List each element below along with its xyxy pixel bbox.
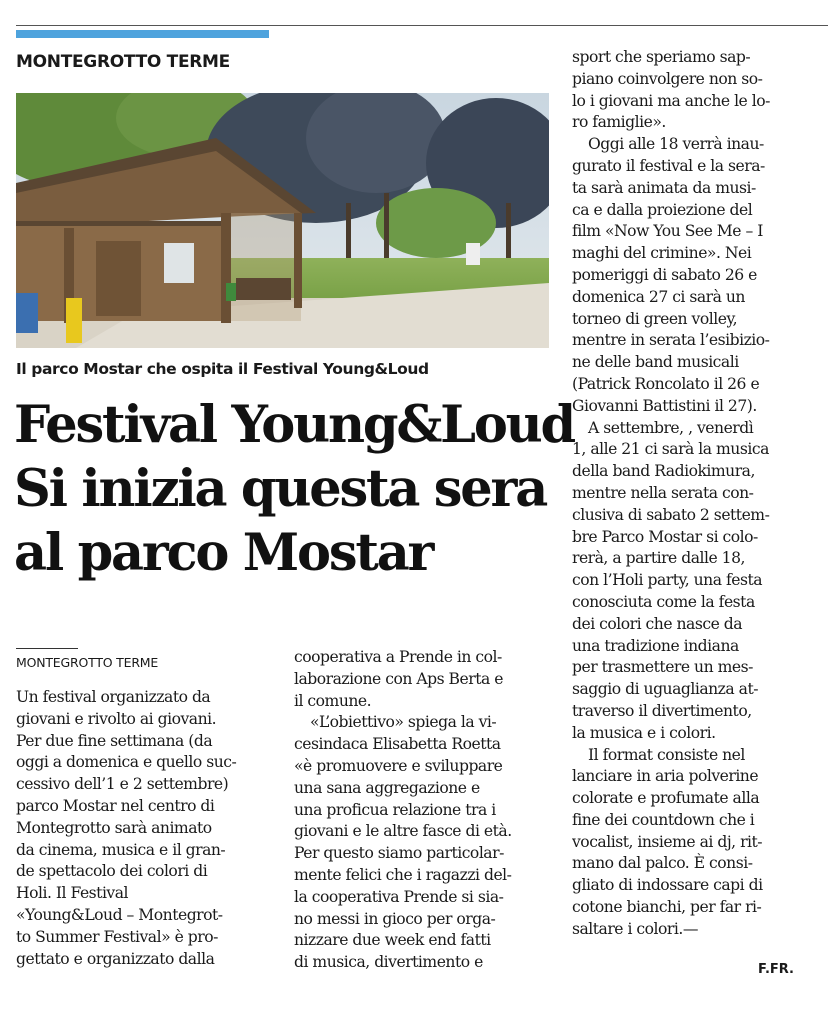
text-line: de spettacolo dei colori di (16, 862, 208, 881)
headline-line: al parco Mostar (14, 523, 433, 583)
section-accent-bar (16, 30, 269, 38)
text-line: pomeriggi di sabato 26 e (572, 265, 757, 284)
text-line: saltare i colori.— (572, 919, 698, 938)
text-line: cotone bianchi, per far ri- (572, 898, 762, 917)
text-line: oggi a domenica e quello suc- (16, 753, 237, 772)
text-line: «L’obiettivo» spiega la vi- (310, 713, 497, 732)
text-line: ne delle band musicali (572, 353, 739, 372)
dateline-rule (16, 648, 78, 649)
text-line: piano coinvolgere non so- (572, 69, 763, 88)
text-line: gurato il festival e la sera- (572, 156, 765, 175)
text-line: nizzare due week end fatti (294, 931, 491, 950)
text-line: il comune. (294, 691, 372, 710)
text-line: torneo di green volley, (572, 309, 738, 328)
dateline: MONTEGROTTO TERME (16, 655, 159, 670)
text-line: 1, alle 21 ci sarà la musica (572, 440, 769, 459)
text-line: (Patrick Roncolato il 26 e (572, 374, 760, 393)
text-line: «è promuovere e sviluppare (294, 756, 503, 775)
text-line: fine dei countdown che i (572, 810, 755, 829)
text-line: una tradizione indiana (572, 636, 739, 655)
text-line: Un festival organizzato da (16, 688, 211, 706)
text-line: Per due fine settimana (da (16, 731, 213, 750)
text-line: «Young&Loud – Montegrot- (16, 905, 223, 924)
text-line: di musica, divertimento e (294, 953, 483, 972)
text-line: ta sarà animata da musi- (572, 178, 756, 197)
text-line: mente felici che i ragazzi del- (294, 865, 512, 884)
text-line: ro famiglie». (572, 113, 666, 132)
top-rule (16, 25, 828, 26)
article-photo (16, 93, 549, 348)
text-line: Oggi alle 18 verrà inau- (588, 135, 764, 154)
text-line: maghi del crimine». Nei (572, 244, 752, 263)
text-line: domenica 27 ci sarà un (572, 287, 745, 306)
text-line: Il format consiste nel (588, 745, 745, 764)
text-line: A settembre, , venerdì (588, 418, 754, 437)
text-line: gettato e organizzato dalla (16, 949, 215, 968)
text-line: giovani e le altre fasce di età. (294, 822, 512, 841)
text-line: la musica e i colori. (572, 723, 716, 742)
text-line: no messi in gioco per orga- (294, 909, 496, 928)
text-line: Giovanni Battistini il 27). (572, 396, 757, 415)
text-line: colorate e profumate alla (572, 789, 760, 808)
text-line: la cooperativa Prende si sia- (294, 887, 504, 906)
text-line: laborazione con Aps Berta e (294, 669, 503, 688)
text-line: to Summer Festival» è pro- (16, 927, 218, 946)
text-line: giovani e rivolto ai giovani. (16, 709, 217, 728)
text-line: traverso il divertimento, (572, 701, 752, 720)
text-line: cessivo dell’1 e 2 settembre) (16, 775, 229, 794)
text-line: con l’Holi party, una festa (572, 571, 763, 590)
text-line: cesindaca Elisabetta Roetta (294, 735, 501, 754)
text-line: conosciuta come la festa (572, 592, 755, 611)
article-column-3 (572, 47, 804, 941)
text-line: per trasmettere un mes- (572, 658, 753, 677)
text-line: Montegrotto sarà animato (16, 818, 212, 837)
text-line: clusiva di sabato 2 settem- (572, 505, 770, 524)
headline (14, 393, 574, 585)
text-line: cooperativa a Prende in col- (294, 648, 502, 666)
text-line: da cinema, musica e il gran- (16, 840, 226, 859)
text-line: bre Parco Mostar si colo- (572, 527, 758, 546)
photo-caption: Il parco Mostar che ospita il Festival Young&Loud (16, 360, 429, 378)
section-label: MONTEGROTTO TERME (16, 52, 230, 72)
text-line: vocalist, insieme ai dj, rit- (572, 832, 763, 851)
text-line: una sana aggregazione e (294, 778, 480, 797)
text-line: gliato di indossare capi di (572, 876, 763, 895)
text-line: mano dal palco. È consi- (572, 854, 753, 873)
text-line: dei colori che nasce da (572, 614, 743, 633)
article-column-1 (16, 687, 274, 970)
text-line: della band Radiokimura, (572, 462, 755, 481)
text-line: saggio di uguaglianza at- (572, 680, 758, 699)
text-line: mentre in serata l’esibizio- (572, 331, 770, 350)
text-line: rerà, a partire dalle 18, (572, 549, 745, 568)
author-signature: F.FR. (758, 962, 794, 977)
text-line: lo i giovani ma anche le lo- (572, 91, 770, 110)
text-line: sport che speriamo sap- (572, 48, 751, 66)
text-line: mentre nella serata con- (572, 483, 754, 502)
article-column-2 (294, 647, 552, 974)
headline-line: Festival Young&Loud (14, 395, 574, 455)
text-line: Holi. Il Festival (16, 884, 129, 903)
text-line: lanciare in aria polverine (572, 767, 759, 786)
text-line: Per questo siamo particolar- (294, 844, 504, 863)
text-line: una proficua relazione tra i (294, 800, 496, 819)
text-line: parco Mostar nel centro di (16, 796, 215, 815)
text-line: film «Now You See Me – I (572, 222, 763, 241)
headline-line: Si inizia questa sera (14, 459, 547, 519)
text-line: ca e dalla proiezione del (572, 200, 753, 219)
